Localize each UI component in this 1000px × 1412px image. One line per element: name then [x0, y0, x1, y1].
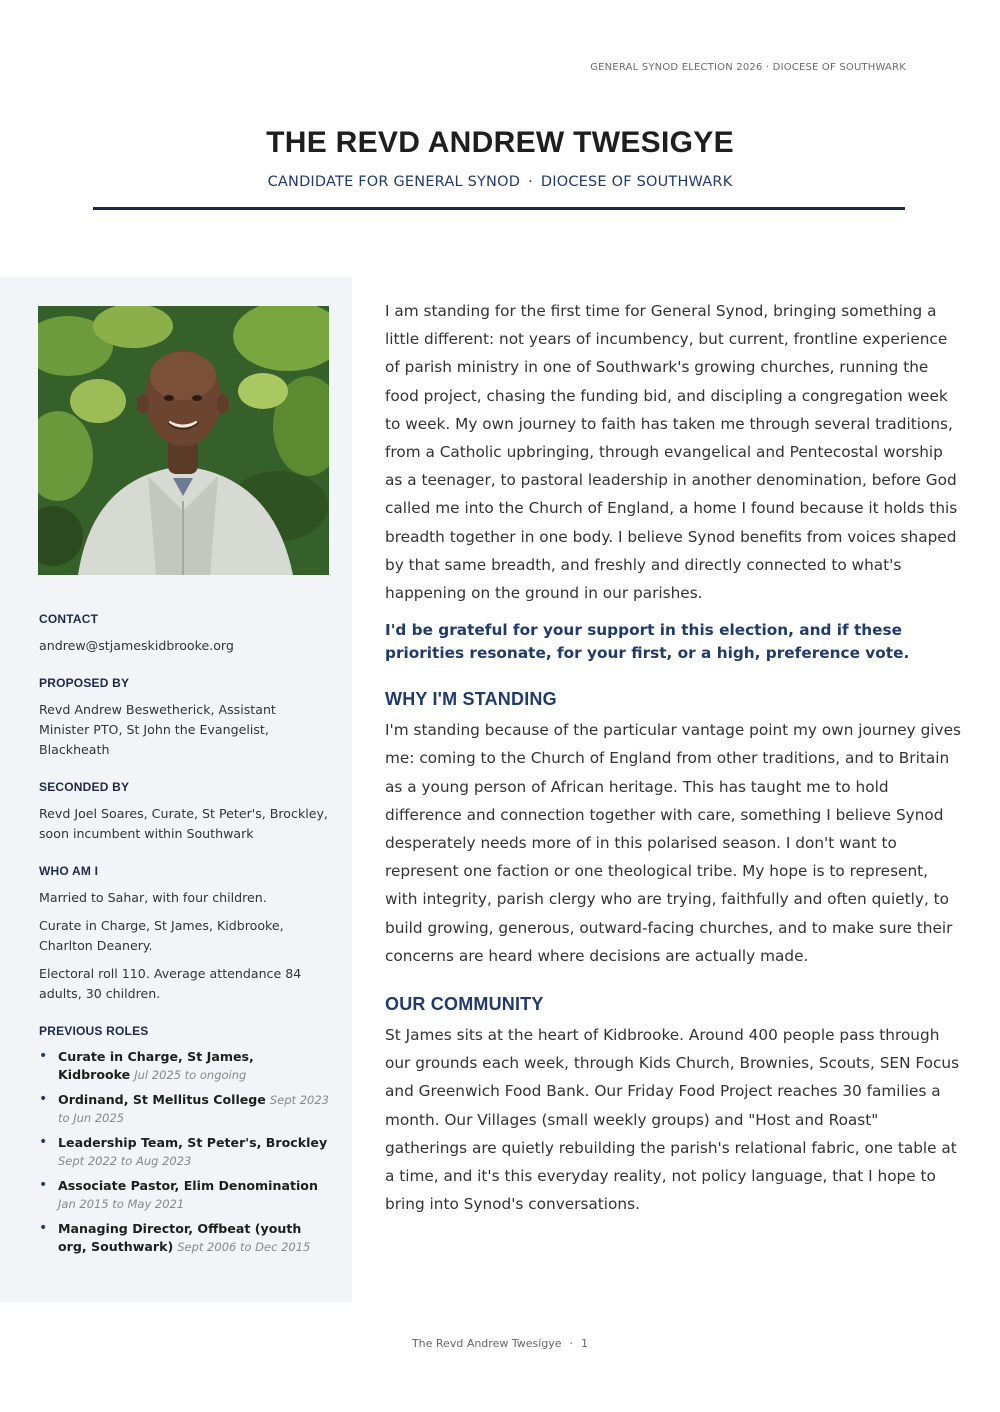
seconded-section	[39, 780, 329, 844]
proposed-heading: PROPOSED BY	[39, 676, 130, 690]
who-stats: Electoral roll 110. Average attendance 84 adults, 30 children.	[39, 966, 302, 1001]
role-dates: Sept 2022 to Aug 2023	[58, 1154, 192, 1168]
who-role: Curate in Charge, St James, Kidbrooke, Charlton Deanery.	[39, 918, 284, 953]
header-rule	[93, 207, 905, 210]
role-title: Ordinand, St Mellitus College	[58, 1092, 266, 1107]
subtitle-candidacy: CANDIDATE FOR GENERAL SYNOD	[267, 174, 521, 190]
bullet-icon: •	[39, 1177, 48, 1193]
role-title: Managing Director, Offbeat (youth org, Southwark)	[58, 1221, 302, 1254]
community-paragraph: St James sits at the heart of Kidbrooke. Around 400 people pass through our grounds each week, through Kids Church, Brownies, Scouts, SEN Focus and Greenwich Food Bank. Our Friday Food Project reaches 30 families a month. Our Villages (small weekly groups) and "Host and Roast" gatherings are quietly rebuilding the parish's relational fabric, one table at a time, and it's this everyday reality, not policy language, that I hope to bring into Synod's conversations.	[385, 1026, 960, 1214]
community-heading: OUR COMMUNITY	[385, 994, 544, 1015]
page-footer	[0, 1337, 1000, 1350]
contact-section	[39, 612, 329, 656]
title-block	[0, 126, 1000, 190]
role-title: Associate Pastor, Elim Denomination	[58, 1178, 318, 1193]
footer-separator: ·	[569, 1337, 574, 1350]
who-heading: WHO AM I	[39, 864, 99, 878]
role-item	[39, 1091, 329, 1127]
subtitle-separator: ·	[528, 174, 533, 190]
page-number: 1	[581, 1337, 589, 1350]
running-head: GENERAL SYNOD ELECTION 2026 · DIOCESE OF SOUTHWARK	[590, 62, 906, 73]
candidate-photo	[38, 306, 329, 575]
contact-email: andrew@stjameskidbrooke.org	[39, 638, 234, 653]
subtitle-diocese: DIOCESE OF SOUTHWARK	[540, 174, 733, 190]
who-section	[39, 864, 329, 1004]
footer-name: The Revd Andrew Twesigye	[411, 1337, 562, 1350]
proposed-text: Revd Andrew Beswetherick, Assistant Minister PTO, St John the Evangelist, Blackheath	[39, 702, 276, 757]
main-content	[385, 297, 963, 1218]
role-dates: Sept 2023 to Jun 2025	[58, 1093, 329, 1125]
role-item	[39, 1048, 329, 1084]
why-heading: WHY I'M STANDING	[385, 689, 557, 710]
roles-heading: PREVIOUS ROLES	[39, 1024, 149, 1038]
seconded-text: Revd Joel Soares, Curate, St Peter's, Brockley, soon incumbent within Southwark	[39, 806, 328, 841]
roles-section	[39, 1024, 329, 1256]
intro-paragraph: I am standing for the first time for General Synod, bringing something a little different: not years of incumbency, but current, frontline experience of parish ministry in one of Southwark's growing churches, running the food project, chasing the funding bid, and discipling a congregation week to week. My own journey to faith has taken me through several traditions, from a Catholic upbringing, through evangelical and Pentecostal worship as a teenager, to pastoral leadership in another denomination, before God called me into the Church of England, a home I found because it holds this breadth together in one body. I believe Synod benefits from voices shaped by that same breadth, and freshly and directly connected to what's happening on the ground in our parishes.	[385, 302, 958, 603]
role-item	[39, 1220, 329, 1256]
subtitle	[0, 174, 1000, 190]
vote-callout: I'd be grateful for your support in this election, and if these priorities resonate, for your first, or a high, preference vote.	[385, 621, 910, 663]
roles-list	[39, 1048, 329, 1256]
role-dates: Jan 2015 to May 2021	[58, 1197, 185, 1211]
role-title: Curate in Charge, St James, Kidbrooke	[58, 1049, 254, 1082]
role-dates: Jul 2025 to ongoing	[134, 1068, 247, 1082]
bullet-icon: •	[39, 1048, 48, 1064]
role-dates: Sept 2006 to Dec 2015	[177, 1240, 311, 1254]
bullet-icon: •	[39, 1134, 48, 1150]
page-title: THE REVD ANDREW TWESIGYE	[266, 126, 734, 159]
bullet-icon: •	[39, 1220, 48, 1236]
who-family: Married to Sahar, with four children.	[39, 890, 267, 905]
role-title: Leadership Team, St Peter's, Brockley	[58, 1135, 328, 1150]
bullet-icon: •	[39, 1091, 48, 1107]
proposed-section	[39, 676, 329, 760]
sidebar-content	[39, 612, 329, 1276]
contact-heading: CONTACT	[39, 612, 99, 626]
role-item	[39, 1177, 329, 1213]
seconded-heading: SECONDED BY	[39, 780, 130, 794]
role-item	[39, 1134, 329, 1170]
why-paragraph: I'm standing because of the particular vantage point my own journey gives me: coming to the Church of England from other traditions, and to Britain as a young person of African heritage. This has taught me to hold difference and connection together with care, something I believe Synod desperately needs more of in this polarised season. I don't want to represent one faction or one theological tribe. My hope is to represent, with integrity, parish clergy who are trying, faithfully and often quietly, to build growing, generous, outward-facing churches, and to make sure their concerns are heard where decisions are actually made.	[385, 721, 961, 965]
